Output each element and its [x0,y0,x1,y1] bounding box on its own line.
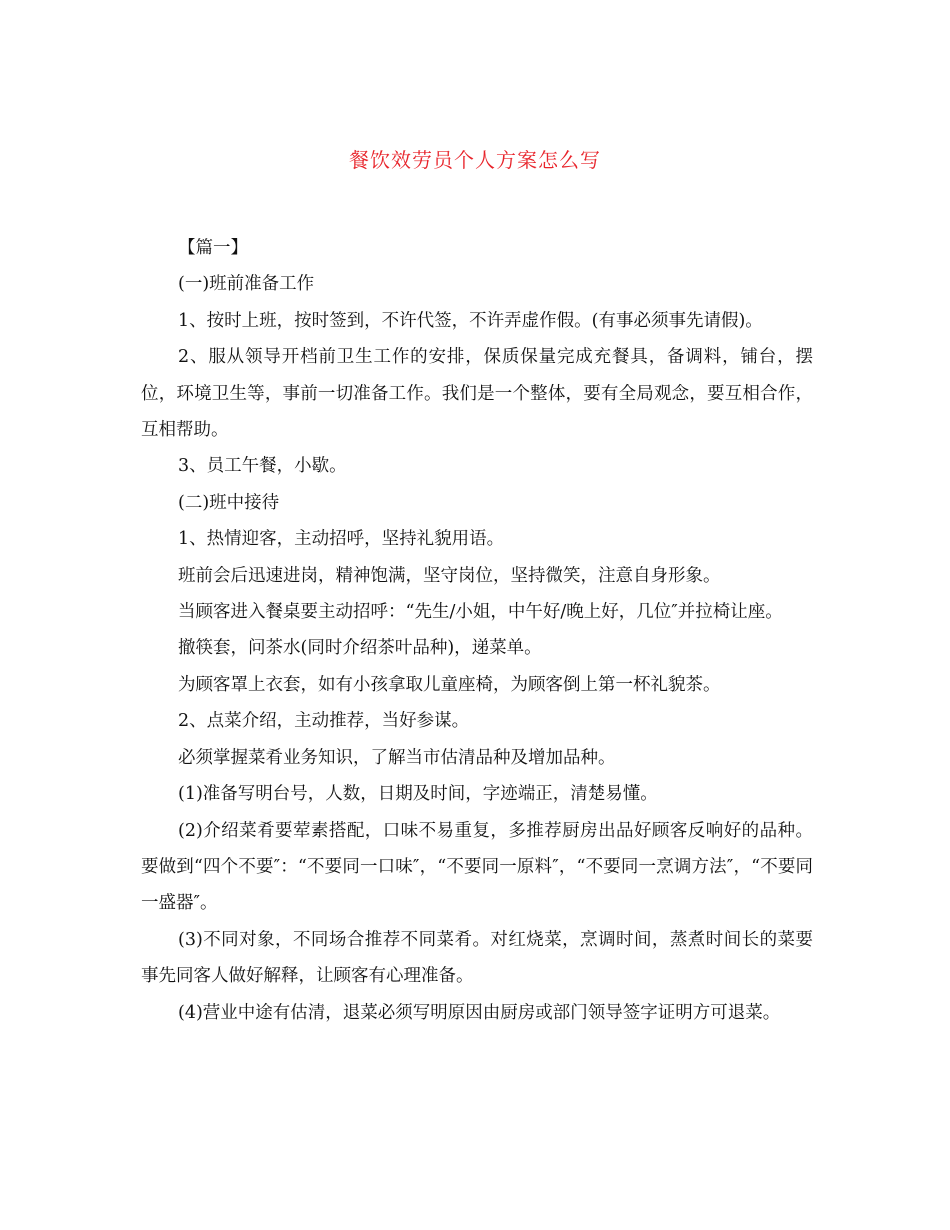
list-item: (1)准备写明台号，人数，日期及时间，字迹端正，清楚易懂。 [178,784,658,805]
subsection-heading-in-shift: (二)班中接待 [178,492,280,513]
paragraph: 撤筷套，问茶水(同时介绍茶叶品种)，递菜单。 [178,638,542,659]
document-body [141,230,813,1031]
subsection-heading-pre-shift: (一)班前准备工作 [178,274,315,295]
paragraph: 必须掌握菜肴业务知识，了解当市估清品种及增加品种。 [178,747,616,768]
paragraph: 1、热情迎客，主动招呼，坚持礼貌用语。 [178,529,505,550]
paragraph: 1、按时上班，按时签到，不许代签，不许弄虚作假。(有事必须事先请假)。 [178,310,763,331]
section-heading-part-one: 【篇一】 [178,238,248,258]
paragraph: 班前会后迅速进岗，精神饱满，坚守岗位，坚持微笑，注意自身形象。 [178,565,721,586]
paragraph: 2、点菜介绍，主动推荐，当好参谋。 [178,711,470,732]
paragraph: 2、服从领导开档前卫生工作的安排，保质保量完成充餐具，备调料，铺台，摆位，环境卫生等，事前一切准备工作。我们是一个整体，要有全局观念，要互相合作，互相帮助。 [141,347,813,441]
list-item: (2)介绍菜肴要荤素搭配，口味不易重复，多推荐厨房出品好顾客反响好的品种。要做到“四个不要″：“不要同一口味″，“不要同一原料″，“不要同一烹调方法″，“不要同一盛器″。 [141,820,813,914]
list-item: (3)不同对象，不同场合推荐不同菜肴。对红烧菜，烹调时间，蒸煮时间长的菜要事先同客人做好解释，让顾客有心理准备。 [141,929,813,987]
paragraph: 当顾客进入餐桌要主动招呼：“先生/小姐，中午好/晚上好，几位″并拉椅让座。 [178,602,783,623]
list-item: (4)营业中途有估清，退菜必须写明原因由厨房或部门领导签字证明方可退菜。 [178,1002,781,1023]
paragraph: 3、员工午餐，小歇。 [178,456,347,477]
paragraph: 为顾客罩上衣套，如有小孩拿取儿童座椅，为顾客倒上第一杯礼貌茶。 [178,674,721,695]
document-title: 餐饮效劳员个人方案怎么写 [349,148,601,172]
